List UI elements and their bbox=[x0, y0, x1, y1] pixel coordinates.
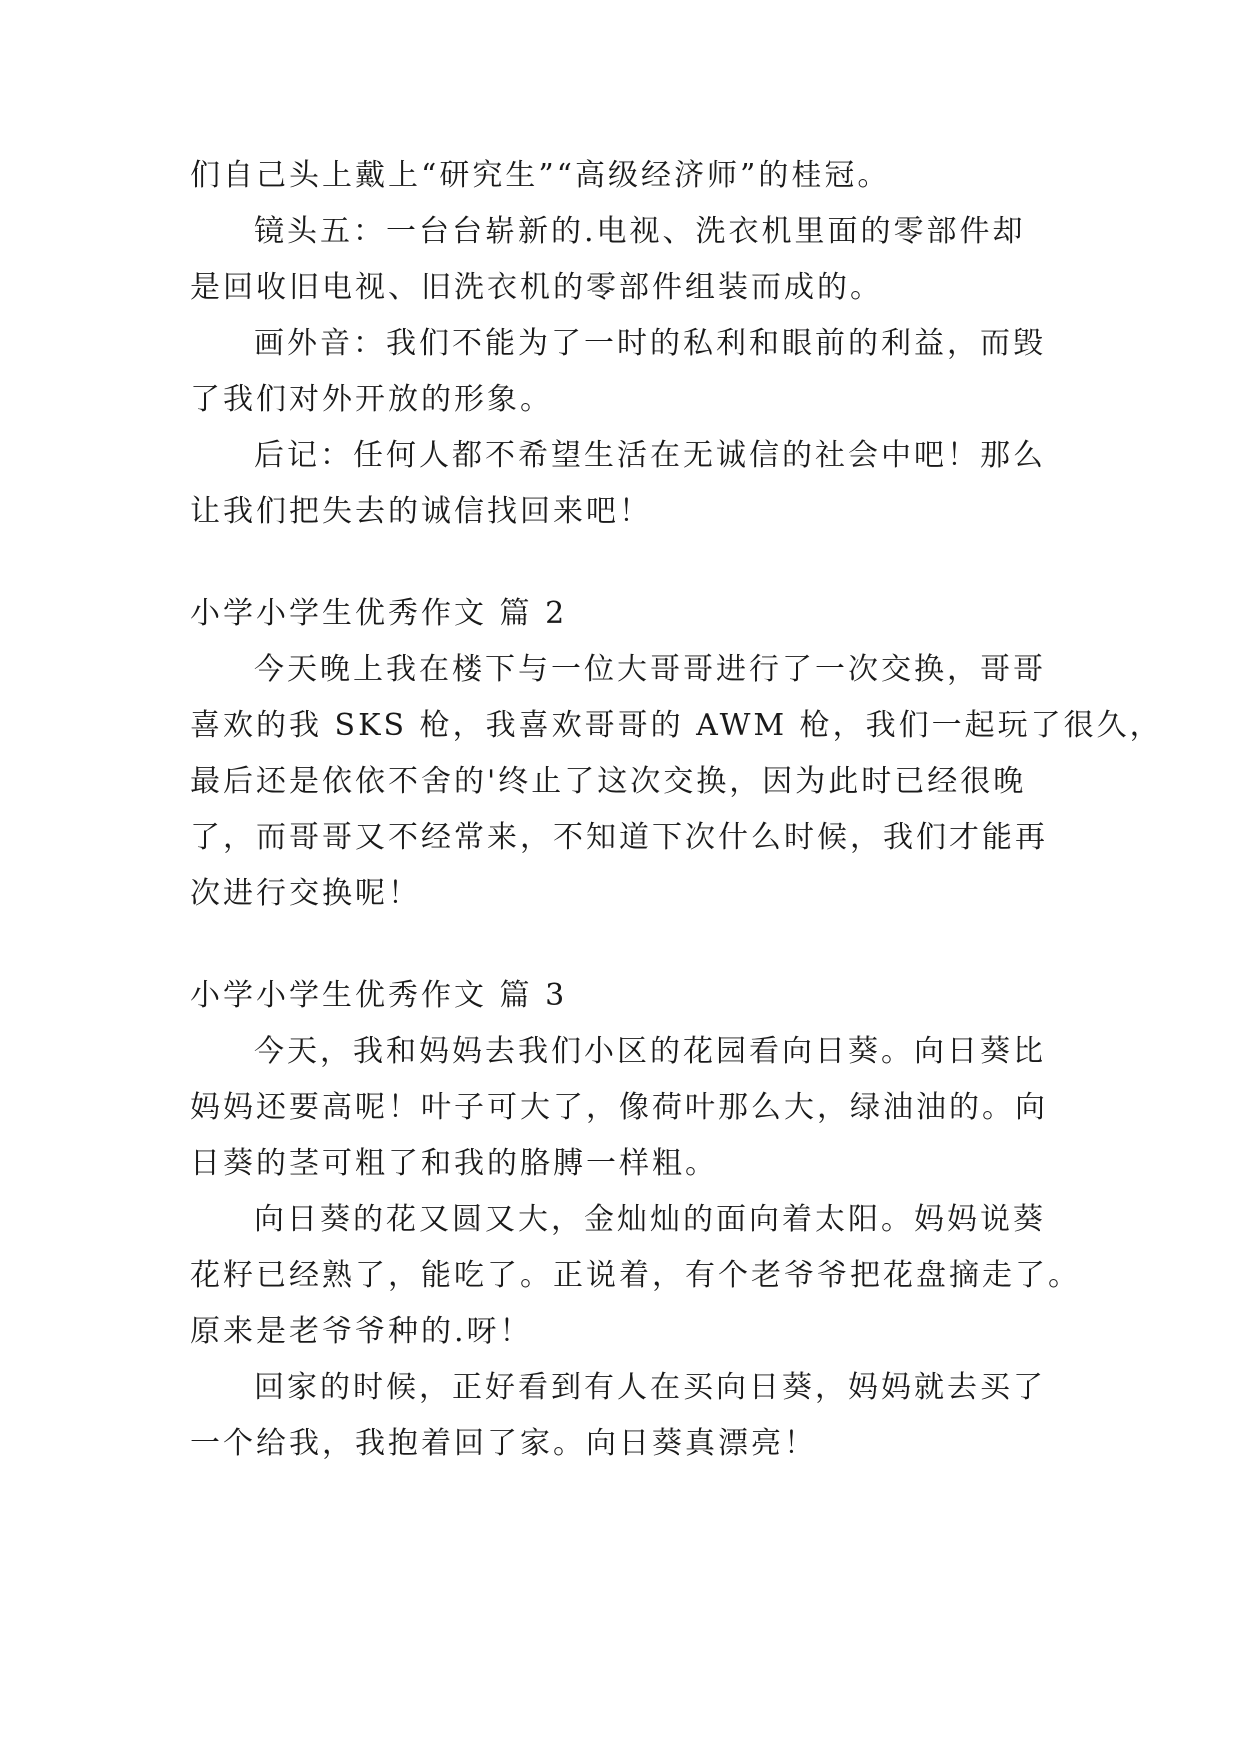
paragraph-line: 今天晚上我在楼下与一位大哥哥进行了一次交换，哥哥 bbox=[254, 652, 1046, 687]
document-page bbox=[190, 148, 1163, 1472]
paragraph-line: 最后还是依依不舍的'终止了这次交换，因为此时已经很晚 bbox=[190, 764, 1027, 799]
paragraph-line: 原来是老爷爷种的.呀！ bbox=[190, 1314, 533, 1349]
paragraph-line: 次进行交换呢！ bbox=[190, 876, 421, 911]
paragraph-line: 今天，我和妈妈去我们小区的花园看向日葵。向日葵比 bbox=[254, 1034, 1046, 1069]
paragraph-line: 回家的时候，正好看到有人在买向日葵，妈妈就去买了 bbox=[254, 1370, 1046, 1405]
paragraph-line: 让我们把失去的诚信找回来吧！ bbox=[190, 494, 652, 529]
paragraph-line: 妈妈还要高呢！叶子可大了，像荷叶那么大，绿油油的。向 bbox=[190, 1090, 1048, 1125]
section-1 bbox=[190, 148, 1060, 540]
paragraph-line: 画外音：我们不能为了一时的私利和眼前的利益，而毁 bbox=[254, 326, 1046, 361]
paragraph-line: 了我们对外开放的形象。 bbox=[190, 382, 553, 417]
paragraph-line: 一个给我，我抱着回了家。向日葵真漂亮！ bbox=[190, 1426, 817, 1461]
paragraph-line: 向日葵的花又圆又大，金灿灿的面向着太阳。妈妈说葵 bbox=[254, 1202, 1046, 1237]
section-heading: 小学小学生优秀作文 篇 2 bbox=[190, 596, 568, 631]
paragraph-line: 日葵的茎可粗了和我的胳膊一样粗。 bbox=[190, 1146, 718, 1181]
paragraph-line: 花籽已经熟了，能吃了。正说着，有个老爷爷把花盘摘走了。 bbox=[190, 1258, 1081, 1293]
paragraph-line: 喜欢的我 SKS 枪，我喜欢哥哥的 AWM 枪，我们一起玩了很久， bbox=[190, 708, 1163, 743]
paragraph-line: 镜头五：一台台崭新的.电视、洗衣机里面的零部件却 bbox=[254, 214, 1026, 249]
paragraph-line: 们自己头上戴上“研究生”“高级经济师”的桂冠。 bbox=[190, 158, 891, 193]
section-heading: 小学小学生优秀作文 篇 3 bbox=[190, 978, 568, 1013]
paragraph-line: 后记：任何人都不希望生活在无诚信的社会中吧！那么 bbox=[254, 438, 1046, 473]
section-2 bbox=[190, 586, 1163, 922]
section-3 bbox=[190, 968, 1081, 1472]
paragraph-line: 是回收旧电视、旧洗衣机的零部件组装而成的。 bbox=[190, 270, 883, 305]
paragraph-line: 了，而哥哥又不经常来，不知道下次什么时候，我们才能再 bbox=[190, 820, 1048, 855]
